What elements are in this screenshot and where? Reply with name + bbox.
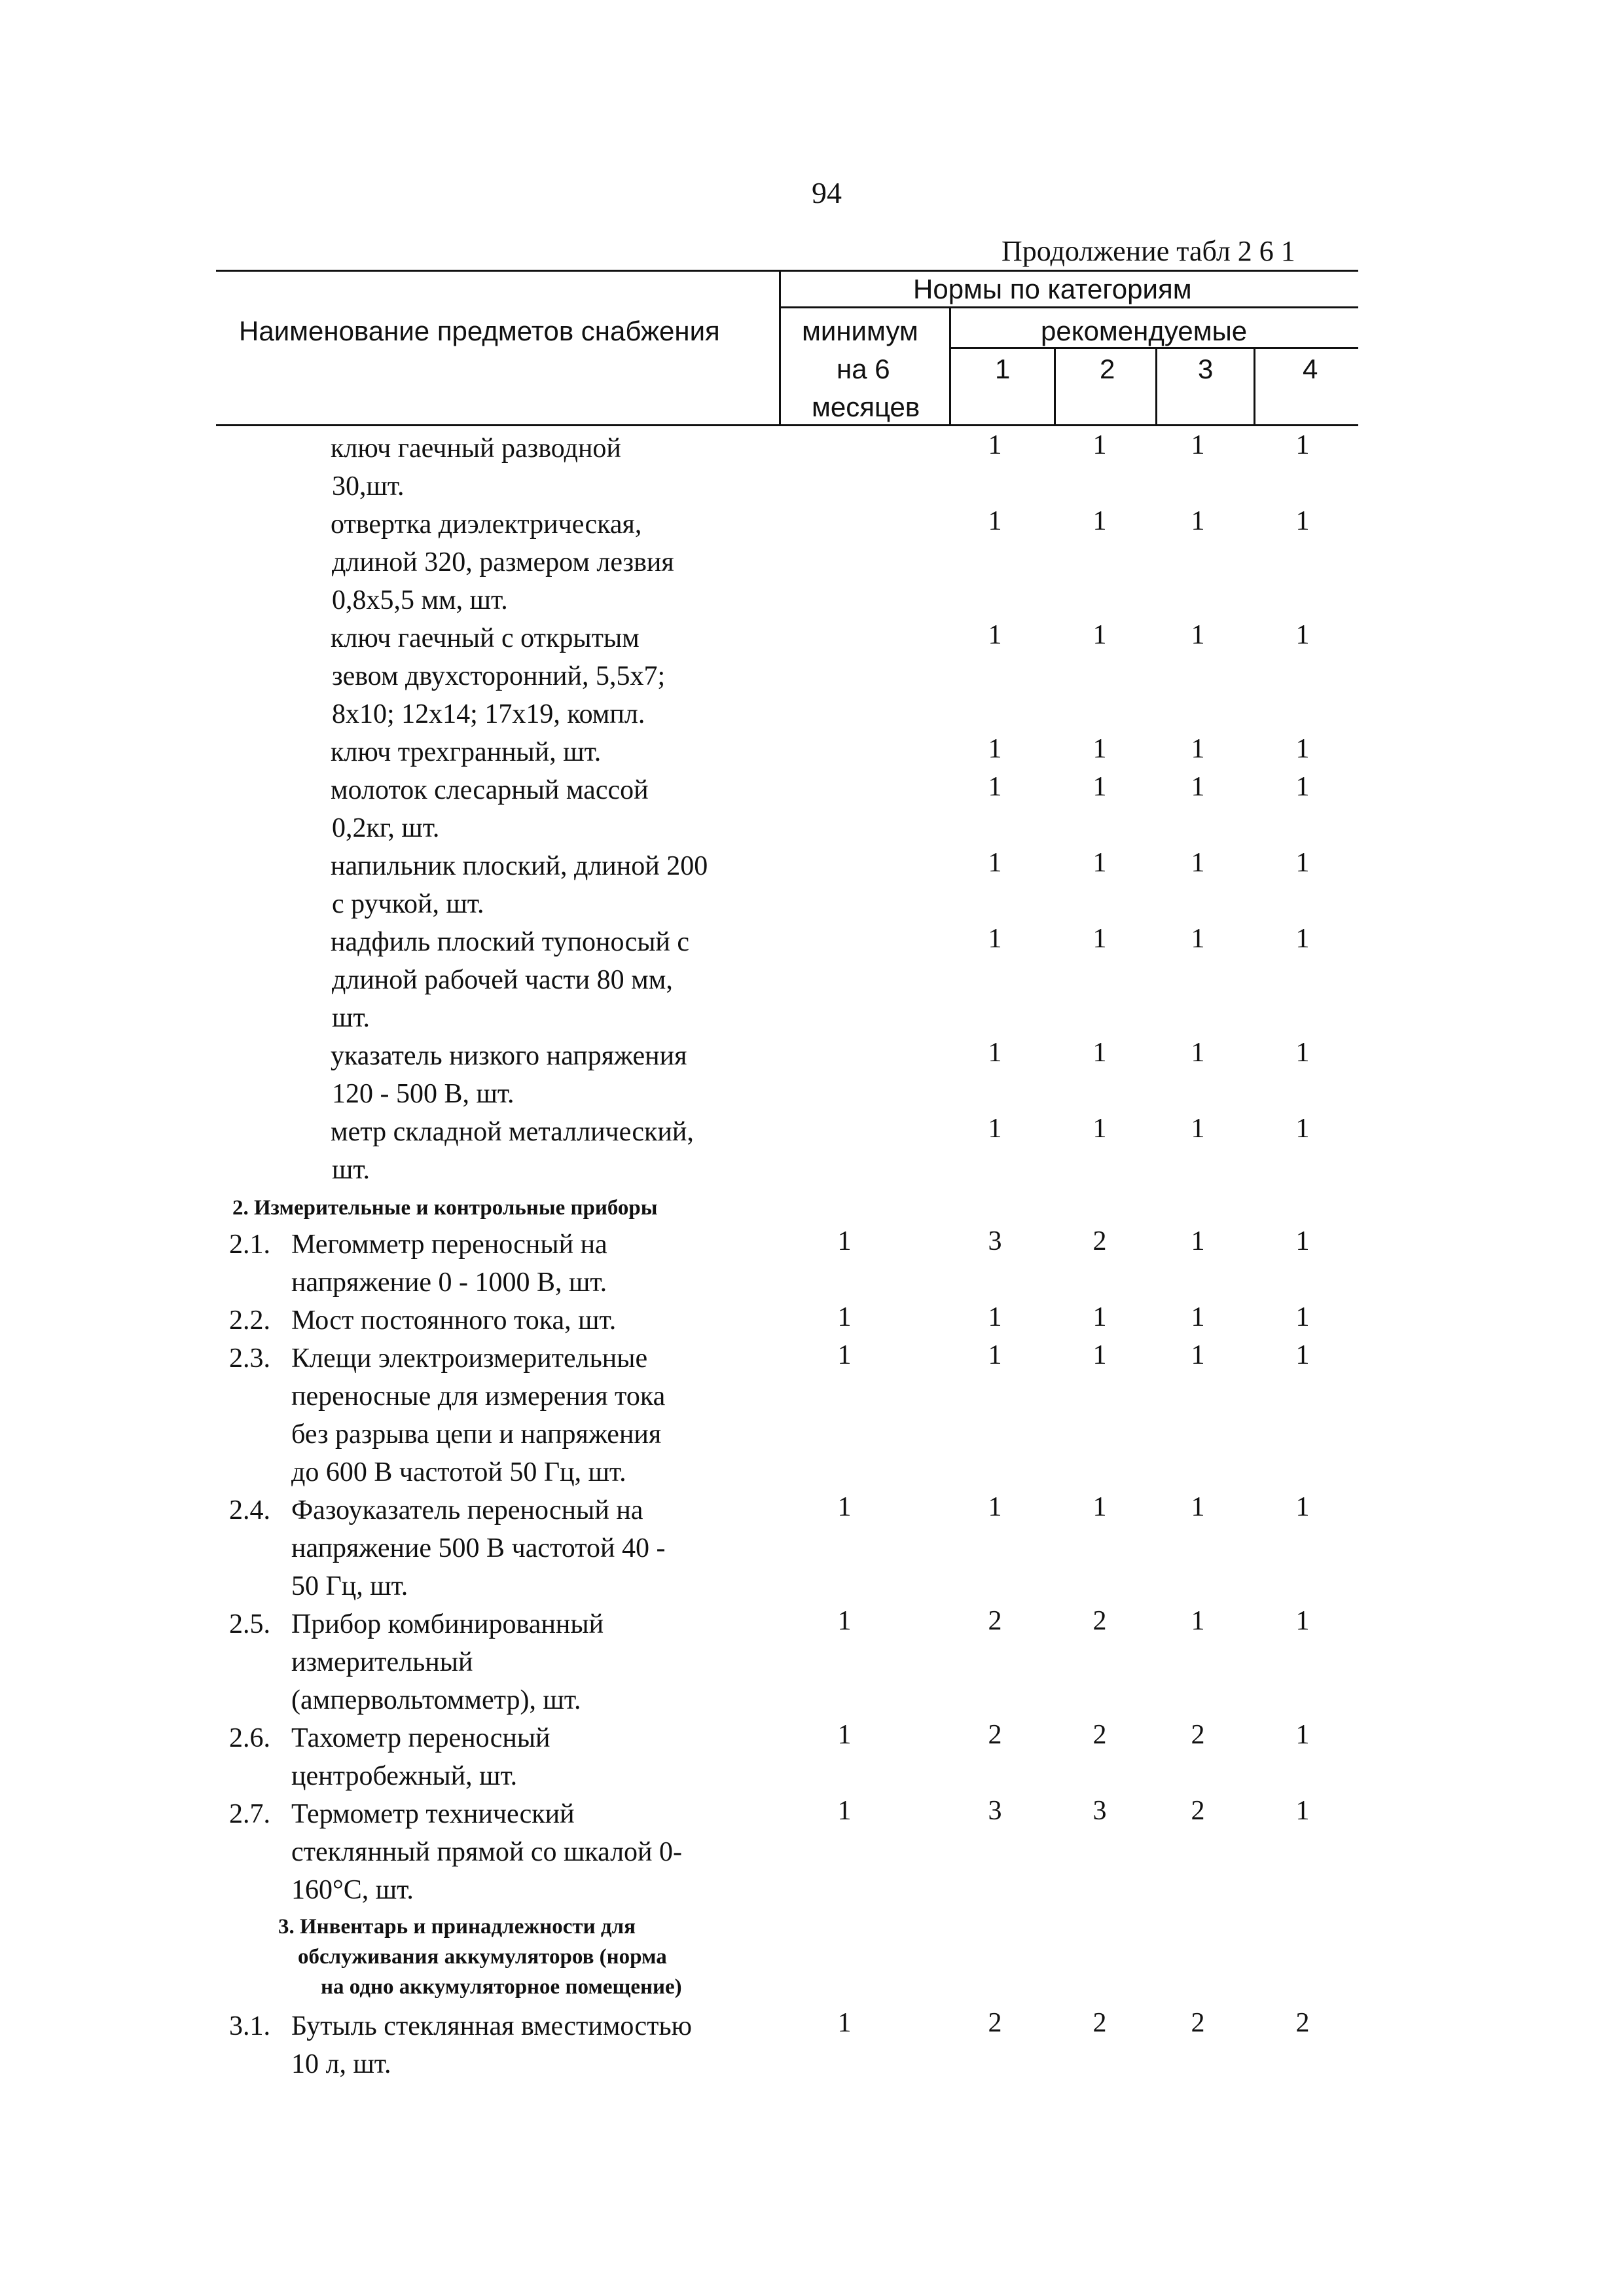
item-name-line: Термометр технический <box>291 1799 575 1829</box>
item-name-line: 8x10; 12x14; 17x19, компл. <box>332 699 645 729</box>
item-name-line: измерительный <box>291 1647 473 1677</box>
category-3-value: 1 <box>1191 1302 1205 1332</box>
minimum-value: 1 <box>837 1226 852 1256</box>
category-3-value: 1 <box>1191 620 1205 650</box>
item-name-line: надфиль плоский тупоносый с <box>331 927 690 957</box>
header-minimum-2: на 6 <box>837 354 890 384</box>
item-name-line: напряжение 0 - 1000 В, шт. <box>291 1267 607 1298</box>
item-number: 2.1. <box>229 1230 270 1260</box>
minimum-value: 1 <box>837 1796 852 1826</box>
item-number: 3.1. <box>229 2011 270 2041</box>
item-name-line: 120 - 500 В, шт. <box>332 1079 514 1109</box>
item-name-line: напряжение 500 В частотой 40 - <box>291 1533 666 1563</box>
item-name-line: Прибор комбинированный <box>291 1609 604 1639</box>
item-name-line: без разрыва цепи и напряжения <box>291 1419 662 1449</box>
category-4-value: 1 <box>1295 1226 1310 1256</box>
header-minimum-3: месяцев <box>812 392 920 422</box>
item-name-line: 50 Гц, шт. <box>291 1571 408 1601</box>
item-name-line: Мост постоянного тока, шт. <box>291 1305 617 1336</box>
item-name-line: 0,8x5,5 мм, шт. <box>332 585 508 615</box>
item-number: 2.2. <box>229 1305 270 1336</box>
category-1-value: 3 <box>988 1226 1002 1256</box>
category-3-value: 1 <box>1191 1226 1205 1256</box>
item-name-line: длиной 320, размером лезвия <box>332 547 674 577</box>
category-3-value: 2 <box>1191 1720 1205 1750</box>
category-4-value: 1 <box>1295 1302 1310 1332</box>
item-name-line: Бутыль стеклянная вместимостью <box>291 2011 692 2041</box>
section-3-heading-line: 3. Инвентарь и принадлежности для <box>278 1915 636 1939</box>
item-name-line: центробежный, шт. <box>291 1761 518 1791</box>
category-4-value: 1 <box>1295 430 1310 460</box>
category-2-value: 1 <box>1092 924 1107 954</box>
item-name-line: 30,шт. <box>332 471 405 501</box>
item-name-line: длиной рабочей части 80 мм, <box>332 965 673 995</box>
category-4-value: 1 <box>1295 506 1310 536</box>
minimum-value: 1 <box>837 1606 852 1636</box>
item-name-line: отвертка диэлектрическая, <box>331 509 642 539</box>
category-2-value: 1 <box>1092 848 1107 878</box>
table-continuation-caption: Продолжение табл 2 6 1 <box>1001 235 1295 267</box>
item-name-line: (ампервольтомметр), шт. <box>291 1685 581 1715</box>
item-name-line: напильник плоский, длиной 200 <box>331 851 708 881</box>
header-cat-3: 3 <box>1198 354 1214 384</box>
col-divider-cat2 <box>1155 347 1157 424</box>
item-name-line: указатель низкого напряжения <box>331 1041 687 1071</box>
category-3-value: 1 <box>1191 1038 1205 1068</box>
category-3-value: 1 <box>1191 734 1205 764</box>
item-number: 2.3. <box>229 1343 270 1374</box>
category-2-value: 1 <box>1092 1038 1107 1068</box>
item-number: 2.5. <box>229 1609 270 1639</box>
category-1-value: 1 <box>988 1302 1002 1332</box>
category-2-value: 2 <box>1092 2008 1107 2038</box>
header-minimum-1: минимум <box>802 316 918 346</box>
minimum-value: 1 <box>837 1302 852 1332</box>
category-2-value: 1 <box>1092 1340 1107 1370</box>
category-4-value: 1 <box>1295 620 1310 650</box>
item-number: 2.6. <box>229 1723 270 1753</box>
category-3-value: 1 <box>1191 924 1205 954</box>
header-norms: Нормы по категориям <box>913 274 1192 304</box>
category-2-value: 1 <box>1092 1492 1107 1522</box>
item-name-line: ключ гаечный с открытым <box>331 623 640 653</box>
header-cat-1: 1 <box>995 354 1011 384</box>
category-2-value: 2 <box>1092 1606 1107 1636</box>
item-name-line: переносные для измерения тока <box>291 1381 666 1412</box>
category-3-value: 1 <box>1191 1606 1205 1636</box>
item-name-line: ключ трехгранный, шт. <box>331 737 602 767</box>
category-1-value: 1 <box>988 924 1002 954</box>
category-1-value: 1 <box>988 1492 1002 1522</box>
section-2-heading: 2. Измерительные и контрольные приборы <box>232 1196 658 1220</box>
category-1-value: 1 <box>988 848 1002 878</box>
category-3-value: 1 <box>1191 1340 1205 1370</box>
item-name-line: шт. <box>332 1155 370 1185</box>
item-name-line: шт. <box>332 1003 370 1033</box>
header-bottom-rule <box>216 424 1358 426</box>
table-top-rule <box>216 270 1358 272</box>
category-1-value: 1 <box>988 1340 1002 1370</box>
category-4-value: 1 <box>1295 772 1310 802</box>
section-3-heading-line: на одно аккумуляторное помещение) <box>321 1975 682 1999</box>
item-name-line: стеклянный прямой со шкалой 0- <box>291 1837 683 1867</box>
item-name-line: 160°С, шт. <box>291 1875 414 1905</box>
category-1-value: 2 <box>988 1606 1002 1636</box>
recommended-rule <box>949 347 1358 349</box>
col-divider-min <box>949 306 951 424</box>
category-4-value: 1 <box>1295 848 1310 878</box>
category-4-value: 2 <box>1295 2008 1310 2038</box>
category-4-value: 1 <box>1295 1796 1310 1826</box>
item-name-line: Мегомметр переносный на <box>291 1230 607 1260</box>
item-name-line: зевом двухсторонний, 5,5x7; <box>332 661 666 691</box>
category-4-value: 1 <box>1295 1720 1310 1750</box>
item-number: 2.4. <box>229 1495 270 1525</box>
category-4-value: 1 <box>1295 1114 1310 1144</box>
col-divider-cat3 <box>1254 347 1255 424</box>
category-2-value: 1 <box>1092 506 1107 536</box>
category-2-value: 2 <box>1092 1226 1107 1256</box>
category-3-value: 1 <box>1191 506 1205 536</box>
category-3-value: 1 <box>1191 430 1205 460</box>
item-name-line: 10 л, шт. <box>291 2049 391 2079</box>
col-divider-cat1 <box>1054 347 1056 424</box>
category-2-value: 1 <box>1092 430 1107 460</box>
item-name-line: до 600 В частотой 50 Гц, шт. <box>291 1457 626 1487</box>
category-3-value: 1 <box>1191 848 1205 878</box>
minimum-value: 1 <box>837 1340 852 1370</box>
category-1-value: 3 <box>988 1796 1002 1826</box>
category-1-value: 1 <box>988 1114 1002 1144</box>
category-1-value: 1 <box>988 1038 1002 1068</box>
category-1-value: 1 <box>988 620 1002 650</box>
item-number: 2.7. <box>229 1799 270 1829</box>
minimum-value: 1 <box>837 1492 852 1522</box>
header-cat-4: 4 <box>1303 354 1318 384</box>
category-2-value: 1 <box>1092 734 1107 764</box>
category-2-value: 1 <box>1092 620 1107 650</box>
header-name-column: Наименование предметов снабжения <box>239 316 720 346</box>
category-3-value: 1 <box>1191 1114 1205 1144</box>
item-name-line: с ручкой, шт. <box>332 889 484 919</box>
section-3-heading-line: обслуживания аккумуляторов (норма <box>298 1945 667 1969</box>
item-name-line: Тахометр переносный <box>291 1723 550 1753</box>
norms-rule <box>779 306 1358 308</box>
item-name-line: Клещи электроизмерительные <box>291 1343 648 1374</box>
category-4-value: 1 <box>1295 1492 1310 1522</box>
item-name-line: Фазоуказатель переносный на <box>291 1495 643 1525</box>
category-4-value: 1 <box>1295 1606 1310 1636</box>
category-2-value: 2 <box>1092 1720 1107 1750</box>
category-1-value: 1 <box>988 772 1002 802</box>
category-4-value: 1 <box>1295 924 1310 954</box>
category-1-value: 2 <box>988 1720 1002 1750</box>
category-2-value: 1 <box>1092 1114 1107 1144</box>
category-3-value: 1 <box>1191 1492 1205 1522</box>
header-recommended: рекомендуемые <box>1041 316 1248 346</box>
item-name-line: ключ гаечный разводной <box>331 433 621 464</box>
header-cat-2: 2 <box>1100 354 1115 384</box>
category-4-value: 1 <box>1295 734 1310 764</box>
item-name-line: метр складной металлический, <box>331 1117 694 1147</box>
category-3-value: 2 <box>1191 2008 1205 2038</box>
item-name-line: молоток слесарный массой <box>331 775 649 805</box>
category-1-value: 1 <box>988 506 1002 536</box>
category-2-value: 1 <box>1092 772 1107 802</box>
minimum-value: 1 <box>837 1720 852 1750</box>
category-3-value: 2 <box>1191 1796 1205 1826</box>
category-2-value: 1 <box>1092 1302 1107 1332</box>
category-1-value: 2 <box>988 2008 1002 2038</box>
category-4-value: 1 <box>1295 1038 1310 1068</box>
page-number: 94 <box>812 176 842 210</box>
col-divider-name <box>779 270 781 424</box>
minimum-value: 1 <box>837 2008 852 2038</box>
category-4-value: 1 <box>1295 1340 1310 1370</box>
item-name-line: 0,2кг, шт. <box>332 813 440 843</box>
category-2-value: 3 <box>1092 1796 1107 1826</box>
category-1-value: 1 <box>988 430 1002 460</box>
category-3-value: 1 <box>1191 772 1205 802</box>
category-1-value: 1 <box>988 734 1002 764</box>
